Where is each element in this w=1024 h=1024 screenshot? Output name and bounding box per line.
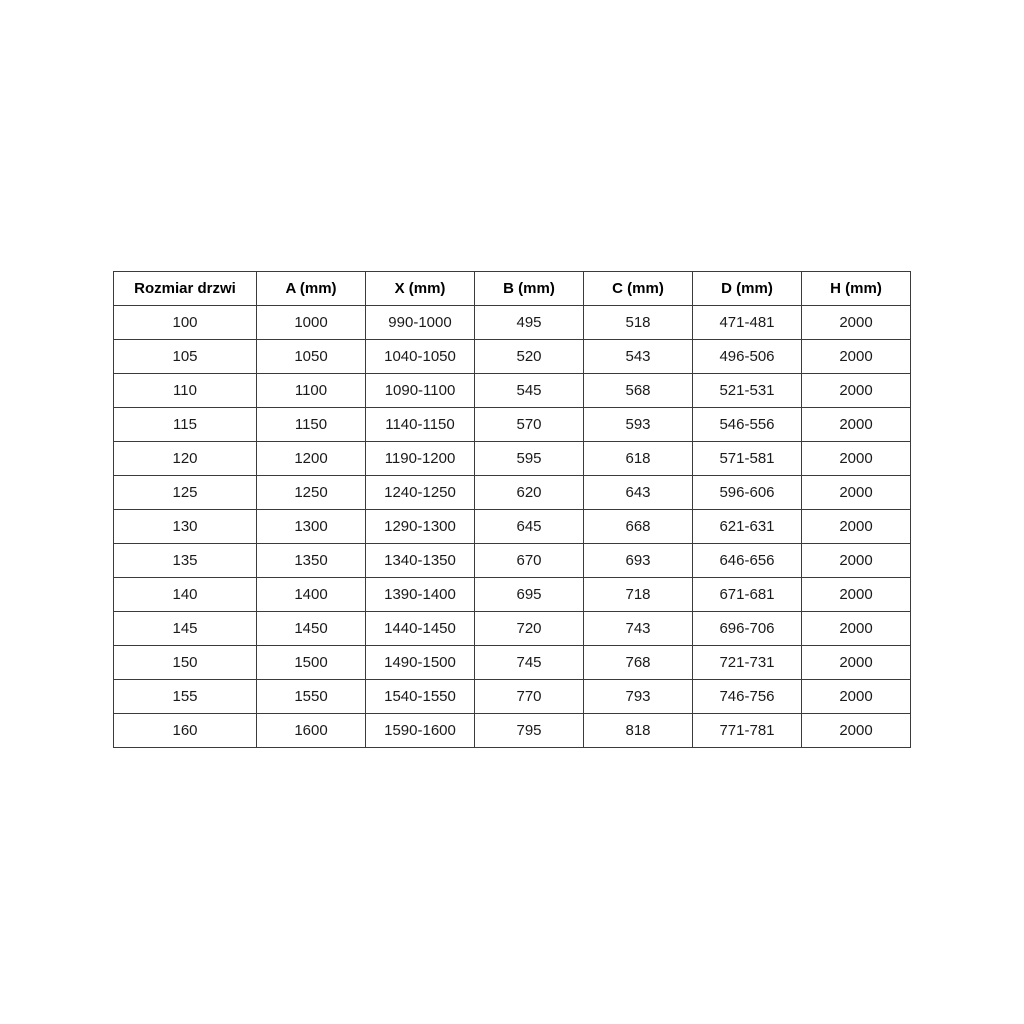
table-cell: 670 (475, 544, 584, 578)
table-row (114, 306, 911, 340)
table-cell: 696-706 (693, 612, 802, 646)
table-cell: 1100 (257, 374, 366, 408)
table-cell: 1350 (257, 544, 366, 578)
table-cell: 618 (584, 442, 693, 476)
table-cell: 110 (114, 374, 257, 408)
table-cell: 1390-1400 (366, 578, 475, 612)
table-cell: 596-606 (693, 476, 802, 510)
table-cell: 745 (475, 646, 584, 680)
table-cell: 671-681 (693, 578, 802, 612)
header-c-mm: C (mm) (584, 272, 693, 306)
table-cell: 1040-1050 (366, 340, 475, 374)
table-cell: 570 (475, 408, 584, 442)
table-row (114, 680, 911, 714)
table-cell: 543 (584, 340, 693, 374)
table-cell: 2000 (802, 340, 911, 374)
table-cell: 520 (475, 340, 584, 374)
table-cell: 990-1000 (366, 306, 475, 340)
table-cell: 721-731 (693, 646, 802, 680)
table-row (114, 714, 911, 748)
table-cell: 471-481 (693, 306, 802, 340)
table-cell: 720 (475, 612, 584, 646)
table-cell: 1590-1600 (366, 714, 475, 748)
table-cell: 2000 (802, 544, 911, 578)
header-rozmiar-drzwi: Rozmiar drzwi (114, 272, 257, 306)
table-cell: 545 (475, 374, 584, 408)
table-cell: 1550 (257, 680, 366, 714)
table-cell: 746-756 (693, 680, 802, 714)
table-cell: 1190-1200 (366, 442, 475, 476)
table-row (114, 510, 911, 544)
table-cell: 621-631 (693, 510, 802, 544)
table-cell: 646-656 (693, 544, 802, 578)
table-row (114, 578, 911, 612)
table-cell: 1300 (257, 510, 366, 544)
table-cell: 2000 (802, 408, 911, 442)
table-cell: 1000 (257, 306, 366, 340)
table-cell: 115 (114, 408, 257, 442)
table-cell: 130 (114, 510, 257, 544)
table-cell: 770 (475, 680, 584, 714)
header-b-mm: B (mm) (475, 272, 584, 306)
table-cell: 571-581 (693, 442, 802, 476)
table-cell: 1490-1500 (366, 646, 475, 680)
table-cell: 1240-1250 (366, 476, 475, 510)
table-header-row (114, 272, 911, 306)
table-cell: 155 (114, 680, 257, 714)
table-row (114, 442, 911, 476)
table-cell: 620 (475, 476, 584, 510)
table-cell: 693 (584, 544, 693, 578)
door-size-table (113, 271, 911, 748)
table-row (114, 544, 911, 578)
table-row (114, 612, 911, 646)
table-cell: 1090-1100 (366, 374, 475, 408)
table-row (114, 408, 911, 442)
table-cell: 1150 (257, 408, 366, 442)
table-cell: 518 (584, 306, 693, 340)
table-cell: 135 (114, 544, 257, 578)
table-cell: 2000 (802, 578, 911, 612)
table-cell: 145 (114, 612, 257, 646)
table-cell: 2000 (802, 306, 911, 340)
table-cell: 668 (584, 510, 693, 544)
table-row (114, 374, 911, 408)
table-cell: 768 (584, 646, 693, 680)
table-cell: 593 (584, 408, 693, 442)
table-cell: 1540-1550 (366, 680, 475, 714)
table-cell: 1340-1350 (366, 544, 475, 578)
table-row (114, 476, 911, 510)
table-cell: 743 (584, 612, 693, 646)
table-cell: 1400 (257, 578, 366, 612)
table-cell: 643 (584, 476, 693, 510)
table-cell: 2000 (802, 680, 911, 714)
table-row (114, 646, 911, 680)
table-cell: 140 (114, 578, 257, 612)
table-cell: 105 (114, 340, 257, 374)
table-cell: 495 (475, 306, 584, 340)
table-cell: 2000 (802, 714, 911, 748)
table-cell: 496-506 (693, 340, 802, 374)
table-cell: 1200 (257, 442, 366, 476)
table-row (114, 340, 911, 374)
table-cell: 818 (584, 714, 693, 748)
table-cell: 2000 (802, 510, 911, 544)
table-cell: 2000 (802, 374, 911, 408)
table-cell: 718 (584, 578, 693, 612)
table-cell: 120 (114, 442, 257, 476)
table-cell: 2000 (802, 476, 911, 510)
table-cell: 1290-1300 (366, 510, 475, 544)
table-cell: 125 (114, 476, 257, 510)
header-d-mm: D (mm) (693, 272, 802, 306)
table-cell: 1600 (257, 714, 366, 748)
header-h-mm: H (mm) (802, 272, 911, 306)
table-cell: 521-531 (693, 374, 802, 408)
table-cell: 100 (114, 306, 257, 340)
table-cell: 1250 (257, 476, 366, 510)
table-cell: 1500 (257, 646, 366, 680)
table-cell: 695 (475, 578, 584, 612)
table-cell: 2000 (802, 612, 911, 646)
header-x-mm: X (mm) (366, 272, 475, 306)
table-cell: 645 (475, 510, 584, 544)
table-cell: 2000 (802, 442, 911, 476)
table-cell: 1050 (257, 340, 366, 374)
table-cell: 1450 (257, 612, 366, 646)
table-cell: 771-781 (693, 714, 802, 748)
table-cell: 595 (475, 442, 584, 476)
table-cell: 795 (475, 714, 584, 748)
table-cell: 160 (114, 714, 257, 748)
header-a-mm: A (mm) (257, 272, 366, 306)
table-cell: 1140-1150 (366, 408, 475, 442)
table-cell: 568 (584, 374, 693, 408)
table-cell: 1440-1450 (366, 612, 475, 646)
table-cell: 2000 (802, 646, 911, 680)
table-cell: 793 (584, 680, 693, 714)
table-cell: 150 (114, 646, 257, 680)
table-cell: 546-556 (693, 408, 802, 442)
